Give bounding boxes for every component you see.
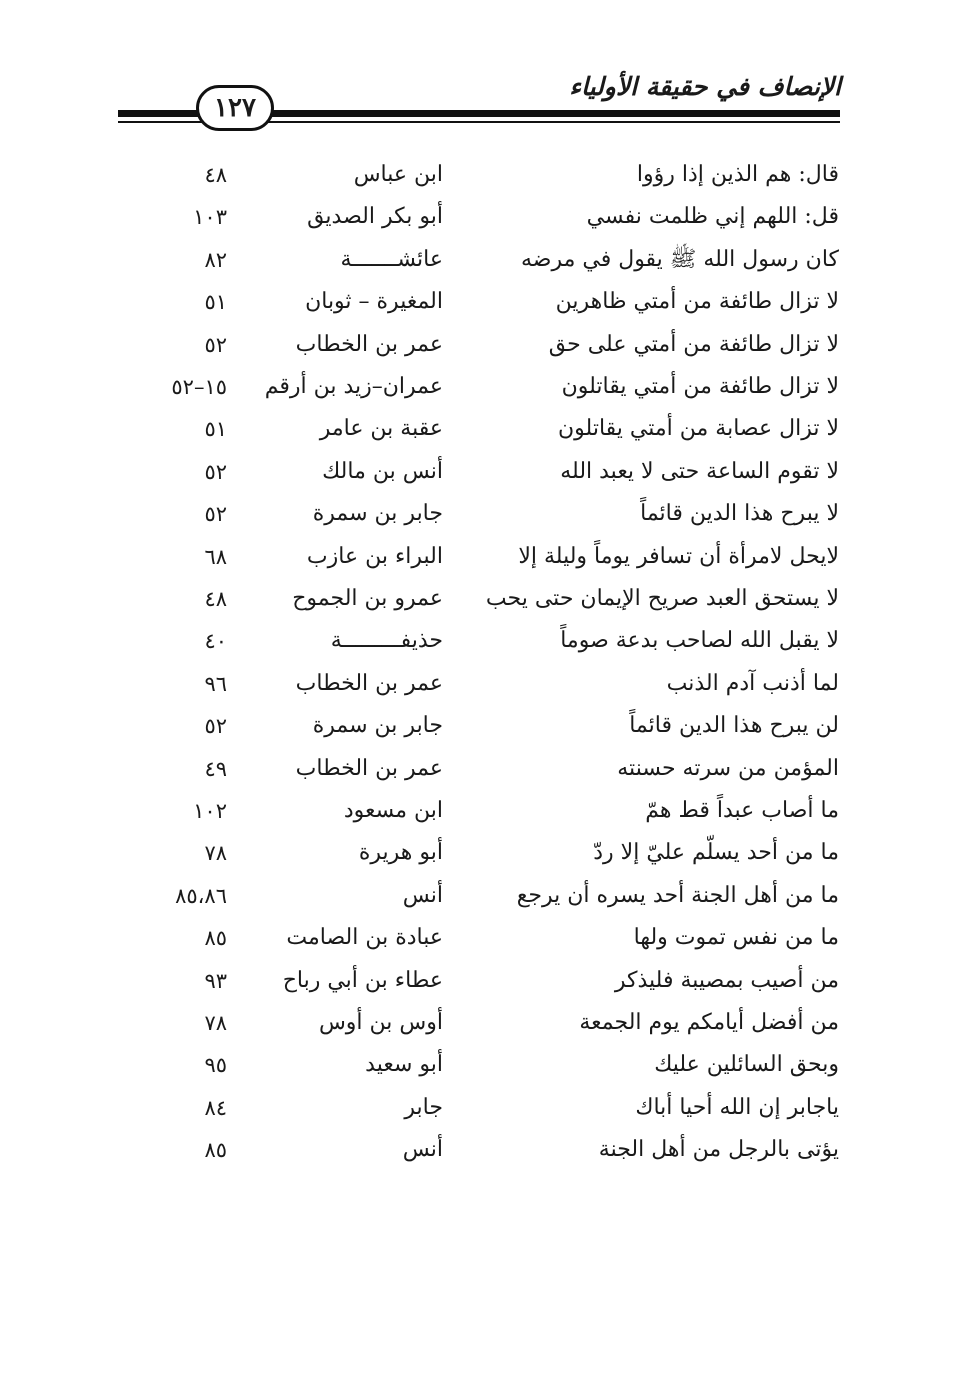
narrator-name: جابر [404, 1094, 443, 1120]
page-ref: ٤٨ [204, 587, 227, 611]
hadith-text: لما أذنب آدم الذنب [666, 670, 839, 696]
hadith-text: لا تزال طائفة من أمتي يقاتلون [561, 374, 839, 399]
narrator-name: المغيرة – ثوبان [305, 289, 443, 315]
page-ref: ٥٢ [204, 459, 227, 484]
narrator-name: ابن عباس [353, 162, 443, 187]
hadith-text: لا تزال طائفة من أمتي ظاهرين [555, 289, 839, 315]
hadith-text: ما من أهل الجنة أحد يسره أن يرجع [516, 882, 839, 908]
hadith-text: من أفضل أيامكم يوم الجمعة [579, 1010, 839, 1035]
hadith-text: لايحل لامرأة أن تسافر يوماً وليلة إلا [518, 543, 839, 569]
table-row [0, 285, 969, 327]
narrator-name: أبو هريرة [358, 840, 443, 866]
table-row [0, 1091, 969, 1133]
narrator-name: عمران–زيد بن أرقم [264, 374, 443, 399]
page-ref: ٨٥،٨٦ [175, 883, 227, 908]
narrator-name: جابر بن سمرة [312, 713, 443, 739]
narrator-name: جابر بن سمرة [312, 501, 443, 527]
narrator-name: أوس بن أوس [318, 1010, 443, 1035]
table-row [0, 836, 969, 878]
narrator-name: حذيفـــــــــة [330, 628, 443, 654]
page-ref: ١٠٣ [193, 205, 227, 230]
page-ref: ١٠٢ [193, 799, 227, 823]
hadith-text: لا يبرح هذا الدين قائماً [640, 501, 839, 527]
hadith-text: المؤمن من سرته حسنته [617, 755, 839, 781]
page-ref: ٩٦ [204, 671, 227, 696]
narrator-name: أنس [402, 882, 443, 908]
narrator-name: عمر بن الخطاب [295, 670, 443, 696]
page-ref: ٥٢ [204, 502, 227, 527]
narrator-name: أبو بكر الصديق [307, 204, 443, 230]
table-row [0, 1006, 969, 1048]
hadith-text: كان رسول الله ﷺ يقول في مرضه [520, 246, 839, 272]
table-row [0, 370, 969, 412]
page-ref: ٤٠ [204, 629, 227, 654]
page-ref: ٨٥ [204, 1138, 227, 1163]
narrator-name: عائشـــــــة [340, 246, 443, 272]
narrator-name: البراء بن عازب [306, 543, 443, 569]
narrator-name: عطاء بن أبي رباح [282, 967, 443, 993]
hadith-text: يؤتى بالرجل من أهل الجنة [598, 1137, 839, 1163]
table-row [0, 879, 969, 921]
table-row [0, 667, 969, 709]
hadith-text: قل: اللهم إني ظلمت نفسي [586, 204, 839, 230]
narrator-name: عقبة بن عامر [319, 416, 443, 442]
page-ref: ٧٨ [204, 1011, 227, 1035]
table-row [0, 752, 969, 794]
table-row [0, 540, 969, 582]
hadith-text: لا تقوم الساعة حتى لا يعبد الله [560, 458, 839, 484]
table-row [0, 1048, 969, 1090]
page-ref: ٧٨ [204, 841, 227, 866]
hadith-text: ما من أحد يسلّم عليّ إلا ردّ [593, 840, 839, 866]
narrator-name: أنس بن مالك [322, 458, 443, 484]
page-ref: ٤٩ [204, 756, 227, 781]
narrator-name: أبو سعيد [365, 1052, 443, 1078]
table-row [0, 200, 969, 242]
hadith-text: قال: هم الذين إذا رؤوا [636, 162, 839, 187]
page-ref: ٦٨ [204, 544, 227, 569]
hadith-text: ما أصاب عبداً قط همّ [645, 798, 839, 823]
hadith-text: لا يقبل الله لصاحب بدعة صوماً [560, 628, 839, 654]
page-ref: ٨٥ [204, 926, 227, 951]
page-ref: ٩٣ [204, 968, 227, 993]
hadith-text: من أصيب بمصيبة فليذكر [614, 967, 839, 993]
table-row [0, 582, 969, 624]
hadith-text: لا تزال طائفة من أمتي على حق [548, 331, 839, 357]
hadith-text: لن يبرح هذا الدين قائماً [629, 713, 839, 739]
table-row [0, 624, 969, 666]
page-ref: ٨٤ [204, 1095, 227, 1120]
narrator-name: عمر بن الخطاب [295, 331, 443, 357]
page-ref: ١٥–٥٢ [171, 375, 227, 399]
table-row [0, 243, 969, 285]
narrator-name: ابن مسعود [343, 798, 443, 823]
hadith-text: لا يستحق العبد صريح الإيمان حتى يحب [485, 586, 839, 611]
page-ref: ٥١ [204, 417, 227, 442]
table-row [0, 497, 969, 539]
hadith-text: ياجابر إن الله أحيا أباك [635, 1094, 839, 1120]
hadith-text: ما من نفس تموت ولها [633, 925, 839, 951]
narrator-name: أنس [402, 1137, 443, 1163]
table-row [0, 158, 969, 200]
table-row [0, 328, 969, 370]
running-title: الإنصاف في حقيقة الأولياء [569, 72, 841, 101]
hadith-text: لا تزال عصابة من أمتي يقاتلون [558, 416, 839, 442]
table-row [0, 964, 969, 1006]
page-ref: ٤٨ [204, 163, 227, 187]
table-row [0, 412, 969, 454]
narrator-name: عمرو بن الجموح [292, 586, 443, 611]
narrator-name: عبادة بن الصامت [286, 925, 443, 951]
page-ref: ٥١ [204, 290, 227, 315]
table-row [0, 455, 969, 497]
page-ref: ٥٢ [204, 332, 227, 357]
page-ref: ٨٢ [204, 247, 227, 272]
page-ref: ٥٢ [204, 714, 227, 739]
page-number: ١٢٧ [196, 85, 274, 131]
table-row [0, 1133, 969, 1175]
table-row [0, 794, 969, 836]
hadith-text: وبحق السائلين عليك [654, 1052, 839, 1078]
page-ref: ٩٥ [204, 1053, 227, 1078]
table-row [0, 921, 969, 963]
narrator-name: عمر بن الخطاب [295, 755, 443, 781]
table-row [0, 709, 969, 751]
